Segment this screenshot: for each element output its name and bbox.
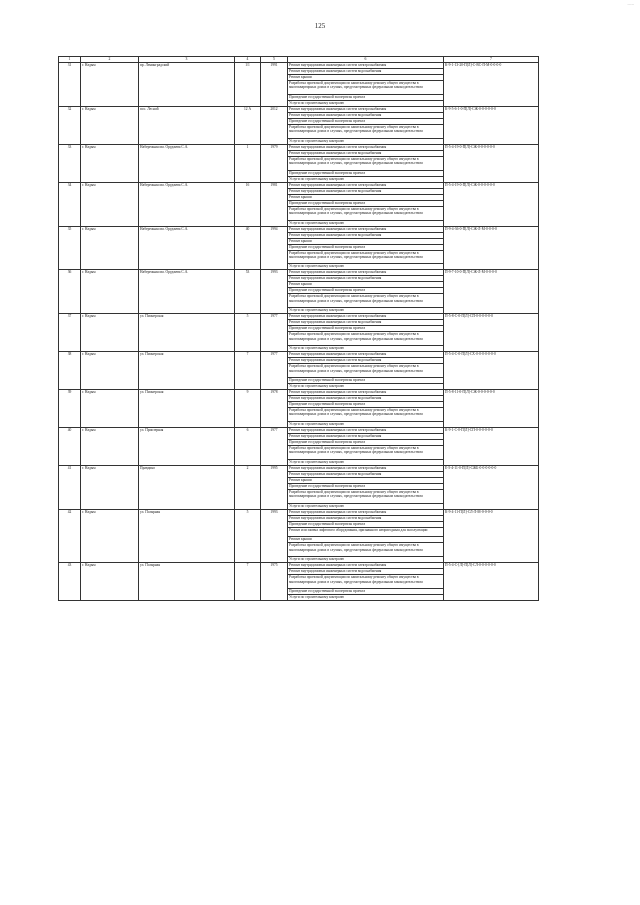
work-item: Услуги по строительному контролю xyxy=(288,220,444,226)
code-cell: К-9-1-13-20-П[Л]-С-ВС-П-М-0-0-0-0 xyxy=(444,63,539,107)
street-cell: Набережная им. Оруджева С.А. xyxy=(139,182,235,226)
work-item: Проведение государственной экспертизы проекта xyxy=(288,118,444,124)
work-item: Ремонт крыши xyxy=(288,477,444,483)
work-item: Услуги по строительному контролю xyxy=(288,595,444,601)
col-header: 7 xyxy=(444,57,539,63)
code-cell: К-9-1-С-0-П[Л]-СП-0-0-0-0-0-0 xyxy=(444,428,539,466)
work-item: Проведение государственной экспертизы проекта xyxy=(288,94,444,100)
work-item: Ремонт крыши xyxy=(288,537,444,543)
work-item: Разработка проектной документации по капитальному ремонту общего имущества в многоквартирных домах в случаях, предусмотренных федеральным законодательством xyxy=(288,446,444,460)
work-item: Ремонт внутридомовых инженерных систем водоснабжения xyxy=(288,358,444,364)
city-cell: г. Надым xyxy=(81,428,139,466)
code-cell: К-9-4-11-П[Л]-СЛ-Л-М-0-0-0-0 xyxy=(444,509,539,562)
code-cell: П-5-4-С-[Л]-П[Л]-СЛ-0-0-0-0-0-0 xyxy=(444,563,539,601)
code-cell: П-9-7-10-0-П[Л]-СЖ-Л-М-0-0-0-0 xyxy=(444,270,539,314)
street-cell: пос. Лесной xyxy=(139,106,235,144)
work-item: Услуги по строительному контролю xyxy=(288,100,444,106)
work-item: Ремонт внутридомовых инженерных систем водоснабжения xyxy=(288,69,444,75)
work-item: Ремонт внутридомовых инженерных систем водоснабжения xyxy=(288,396,444,402)
house-cell: 1 xyxy=(235,144,261,182)
work-item: Ремонт внутридомовых инженерных систем водоснабжения xyxy=(288,232,444,238)
work-item: Ремонт внутридомовых инженерных систем электроснабжения xyxy=(288,352,444,358)
street-cell: ул. Пионерская xyxy=(139,390,235,428)
street-cell: Набережная им. Оруджева С.А. xyxy=(139,270,235,314)
work-item: Разработка проектной документации по капитальному ремонту общего имущества в многоквартирных домах в случаях, предусмотренных федеральным законодательством xyxy=(288,294,444,308)
work-item: Услуги по строительному контролю xyxy=(288,557,444,563)
code-cell: П-5-4-19-0-П[Л]-СЖ-0-0-0-0-0-0 xyxy=(444,182,539,226)
year-cell: 1995 xyxy=(261,465,288,509)
work-item: Ремонт внутридомовых инженерных систем водоснабжения xyxy=(288,515,444,521)
year-cell: 1979 xyxy=(261,144,288,182)
work-item: Услуги по строительному контролю xyxy=(288,384,444,390)
work-item: Ремонт крыши xyxy=(288,75,444,81)
work-item: Ремонт внутридомовых инженерных систем водоснабжения xyxy=(288,434,444,440)
year-cell: 1981 xyxy=(261,182,288,226)
city-cell: г. Надым xyxy=(81,144,139,182)
work-item: Разработка проектной документации по капитальному ремонту общего имущества в многоквартирных домах в случаях, предусмотренных федеральным законодательством xyxy=(288,206,444,220)
code-cell: К-9-5-6-1-0-П[Л]-СЖ-0-0-0-0-0-0 xyxy=(444,106,539,144)
work-item: Проведение государственной экспертизы проекта xyxy=(288,326,444,332)
street-cell: ул. Приозерная xyxy=(139,428,235,466)
work-item: Разработка проектной документации по капитальному ремонту общего имущества в многоквартирных домах в случаях, предусмотренных федеральным законодательством xyxy=(288,408,444,422)
city-cell: г. Надым xyxy=(81,226,139,270)
work-item: Проведение государственной экспертизы проекта xyxy=(288,402,444,408)
code-cell: П-5-4-С-0-П[Л]-СХ-0-0-0-0-0-0-0 xyxy=(444,352,539,390)
street-cell: пр. Ленинградский xyxy=(139,63,235,107)
col-header: 4 xyxy=(235,57,261,63)
work-item: Проведение государственной экспертизы проекта xyxy=(288,440,444,446)
work-item: Ремонт внутридомовых инженерных систем электроснабжения xyxy=(288,465,444,471)
work-item: Ремонт внутридомовых инженерных систем водоснабжения xyxy=(288,150,444,156)
work-item: Ремонт внутридомовых инженерных систем электроснабжения xyxy=(288,270,444,276)
work-item: Ремонт внутридомовых инженерных систем электроснабжения xyxy=(288,63,444,69)
work-item: Ремонт внутридомовых инженерных систем водоснабжения xyxy=(288,112,444,118)
year-cell: 1978 xyxy=(261,390,288,428)
code-cell: П-9-4-36-0-П[Л]-СЖ-Л-М-0-0-0-0 xyxy=(444,226,539,270)
row-number: 31 xyxy=(59,63,81,107)
work-item: Ремонт внутридомовых инженерных систем электроснабжения xyxy=(288,390,444,396)
row-number: 34 xyxy=(59,182,81,226)
work-item: Ремонт внутридомовых инженерных систем электроснабжения xyxy=(288,144,444,150)
work-item: Проведение государственной экспертизы проекта xyxy=(288,378,444,384)
work-item: Разработка проектной документации по капитальному ремонту общего имущества в многоквартирных домах в случаях, предусмотренных федеральным законодательством xyxy=(288,81,444,95)
work-item: Услуги по строительному контролю xyxy=(288,459,444,465)
work-item: Ремонт внутридомовых инженерных систем водоснабжения xyxy=(288,569,444,575)
work-item: Проведение государственной экспертизы проекта xyxy=(288,589,444,595)
work-item: Разработка проектной документации по капитальному ремонту общего имущества в многоквартирных домах в случаях, предусмотренных федеральным законодательством xyxy=(288,364,444,378)
street-cell: ул. Пионерская xyxy=(139,352,235,390)
city-cell: г. Надым xyxy=(81,563,139,601)
row-number: 42 xyxy=(59,509,81,562)
register-table xyxy=(58,56,539,601)
work-item: Ремонт крыши xyxy=(288,282,444,288)
city-cell: г. Надым xyxy=(81,270,139,314)
work-item: Услуги по строительному контролю xyxy=(288,176,444,182)
house-cell: 6 xyxy=(235,428,261,466)
house-cell: 5 xyxy=(235,509,261,562)
work-item: Услуги по строительному контролю xyxy=(288,346,444,352)
work-item: Услуги по строительному контролю xyxy=(288,503,444,509)
work-item: Ремонт внутридомовых инженерных систем электроснабжения xyxy=(288,563,444,569)
work-item: Разработка проектной документации по капитальному ремонту общего имущества в многоквартирных домах в случаях, предусмотренных федеральным законодательством xyxy=(288,543,444,557)
row-number: 43 xyxy=(59,563,81,601)
work-item: Ремонт крыши xyxy=(288,238,444,244)
house-cell: 16 xyxy=(235,182,261,226)
row-number: 39 xyxy=(59,390,81,428)
city-cell: г. Надым xyxy=(81,314,139,352)
work-item: Разработка проектной документации по капитальному ремонту общего имущества в многоквартирных домах в случаях, предусмотренных федеральным законодательством xyxy=(288,156,444,170)
row-number: 41 xyxy=(59,465,81,509)
year-cell: 1993 xyxy=(261,270,288,314)
house-cell: 5 xyxy=(235,314,261,352)
street-cell: Набережная им. Оруджева С.А. xyxy=(139,226,235,270)
col-header: 5 xyxy=(261,57,288,63)
work-item: Ремонт внутридомовых инженерных систем электроснабжения xyxy=(288,106,444,112)
corner-mark: ~~~ xyxy=(627,2,634,7)
year-cell: 1977 xyxy=(261,314,288,352)
work-item: Проведение государственной экспертизы проекта xyxy=(288,521,444,527)
work-item: Разработка проектной документации по капитальному ремонту общего имущества в многоквартирных домах в случаях, предусмотренных федеральным законодательством xyxy=(288,332,444,346)
work-item: Разработка проектной документации по капитальному ремонту общего имущества в многоквартирных домах в случаях, предусмотренных федеральным законодательством xyxy=(288,124,444,138)
row-number: 32 xyxy=(59,106,81,144)
work-item: Ремонт или замена лифтового оборудования, признанного непригодным для эксплуатации xyxy=(288,527,444,537)
work-item: Услуги по строительному контролю xyxy=(288,422,444,428)
year-cell: 1991 xyxy=(261,63,288,107)
street-cell: Правдино xyxy=(139,465,235,509)
city-cell: г. Надым xyxy=(81,106,139,144)
col-header: 6 xyxy=(288,57,444,63)
code-cell: П-5-8-11-0-П[Л]-СЖ-0-0-0-0-0-0 xyxy=(444,390,539,428)
work-item: Проведение государственной экспертизы проекта xyxy=(288,288,444,294)
page-number: 125 xyxy=(314,22,326,30)
work-item: Разработка проектной документации по капитальному ремонту общего имущества в многоквартирных домах в случаях, предусмотренных федеральным законодательством xyxy=(288,489,444,503)
house-cell: 2 xyxy=(235,465,261,509)
work-item: Проведение государственной экспертизы проекта xyxy=(288,200,444,206)
col-header: 2 xyxy=(81,57,139,63)
city-cell: г. Надым xyxy=(81,509,139,562)
row-number: 35 xyxy=(59,226,81,270)
city-cell: г. Надым xyxy=(81,182,139,226)
code-cell: П-5-4-19-0-П[Л]-СЖ-0-0-0-0-0-0 xyxy=(444,144,539,182)
house-cell: 12 А xyxy=(235,106,261,144)
work-item: Ремонт внутридомовых инженерных систем электроснабжения xyxy=(288,428,444,434)
city-cell: г. Надым xyxy=(81,390,139,428)
house-cell: 53 xyxy=(235,270,261,314)
work-item: Услуги по строительному контролю xyxy=(288,308,444,314)
code-cell: Е-5-4-11-0-П[Л]-СЖБ-0-0-0-0-0-0 xyxy=(444,465,539,509)
house-cell: 40 xyxy=(235,226,261,270)
work-item: Разработка проектной документации по капитальному ремонту общего имущества в многоквартирных домах в случаях, предусмотренных федеральным законодательством xyxy=(288,575,444,589)
work-item: Ремонт внутридомовых инженерных систем электроснабжения xyxy=(288,182,444,188)
col-header: 3 xyxy=(139,57,235,63)
city-cell: г. Надым xyxy=(81,63,139,107)
year-cell: 1977 xyxy=(261,352,288,390)
street-cell: Набережная им. Оруджева С.А. xyxy=(139,144,235,182)
year-cell: 1977 xyxy=(261,428,288,466)
city-cell: г. Надым xyxy=(81,352,139,390)
street-cell: ул. Пионерская xyxy=(139,314,235,352)
work-item: Разработка проектной документации по капитальному ремонту общего имущества в многоквартирных домах в случаях, предусмотренных федеральным законодательством xyxy=(288,250,444,264)
work-item: Услуги по строительному контролю xyxy=(288,264,444,270)
work-item: Проведение государственной экспертизы проекта xyxy=(288,170,444,176)
street-cell: ул. Полярная xyxy=(139,563,235,601)
work-item: Ремонт внутридомовых инженерных систем водоснабжения xyxy=(288,276,444,282)
work-item: Услуги по строительному контролю xyxy=(288,138,444,144)
work-item: Ремонт внутридомовых инженерных систем электроснабжения xyxy=(288,314,444,320)
house-cell: 9 xyxy=(235,390,261,428)
year-cell: 1994 xyxy=(261,226,288,270)
city-cell: г. Надым xyxy=(81,465,139,509)
work-item: Ремонт внутридомовых инженерных систем электроснабжения xyxy=(288,226,444,232)
work-item: Ремонт внутридомовых инженерных систем водоснабжения xyxy=(288,188,444,194)
row-number: 40 xyxy=(59,428,81,466)
row-number: 33 xyxy=(59,144,81,182)
house-cell: 7 xyxy=(235,352,261,390)
year-cell: 1975 xyxy=(261,563,288,601)
code-cell: П-5-8-С-0-П[Л]-СП-0-0-0-0-0-0 xyxy=(444,314,539,352)
work-item: Проведение государственной экспертизы проекта xyxy=(288,244,444,250)
work-item: Ремонт крыши xyxy=(288,194,444,200)
row-number: 37 xyxy=(59,314,81,352)
house-cell: 7 xyxy=(235,563,261,601)
street-cell: ул. Полярная xyxy=(139,509,235,562)
work-item: Ремонт внутридомовых инженерных систем электроснабжения xyxy=(288,509,444,515)
work-item: Ремонт внутридомовых инженерных систем водоснабжения xyxy=(288,471,444,477)
row-number: 36 xyxy=(59,270,81,314)
year-cell: 2012 xyxy=(261,106,288,144)
row-number: 38 xyxy=(59,352,81,390)
house-cell: 1/1 xyxy=(235,63,261,107)
register-table-body xyxy=(59,57,539,601)
year-cell: 1993 xyxy=(261,509,288,562)
work-item: Ремонт внутридомовых инженерных систем водоснабжения xyxy=(288,320,444,326)
work-item: Проведение государственной экспертизы проекта xyxy=(288,483,444,489)
col-header: 1 xyxy=(59,57,81,63)
